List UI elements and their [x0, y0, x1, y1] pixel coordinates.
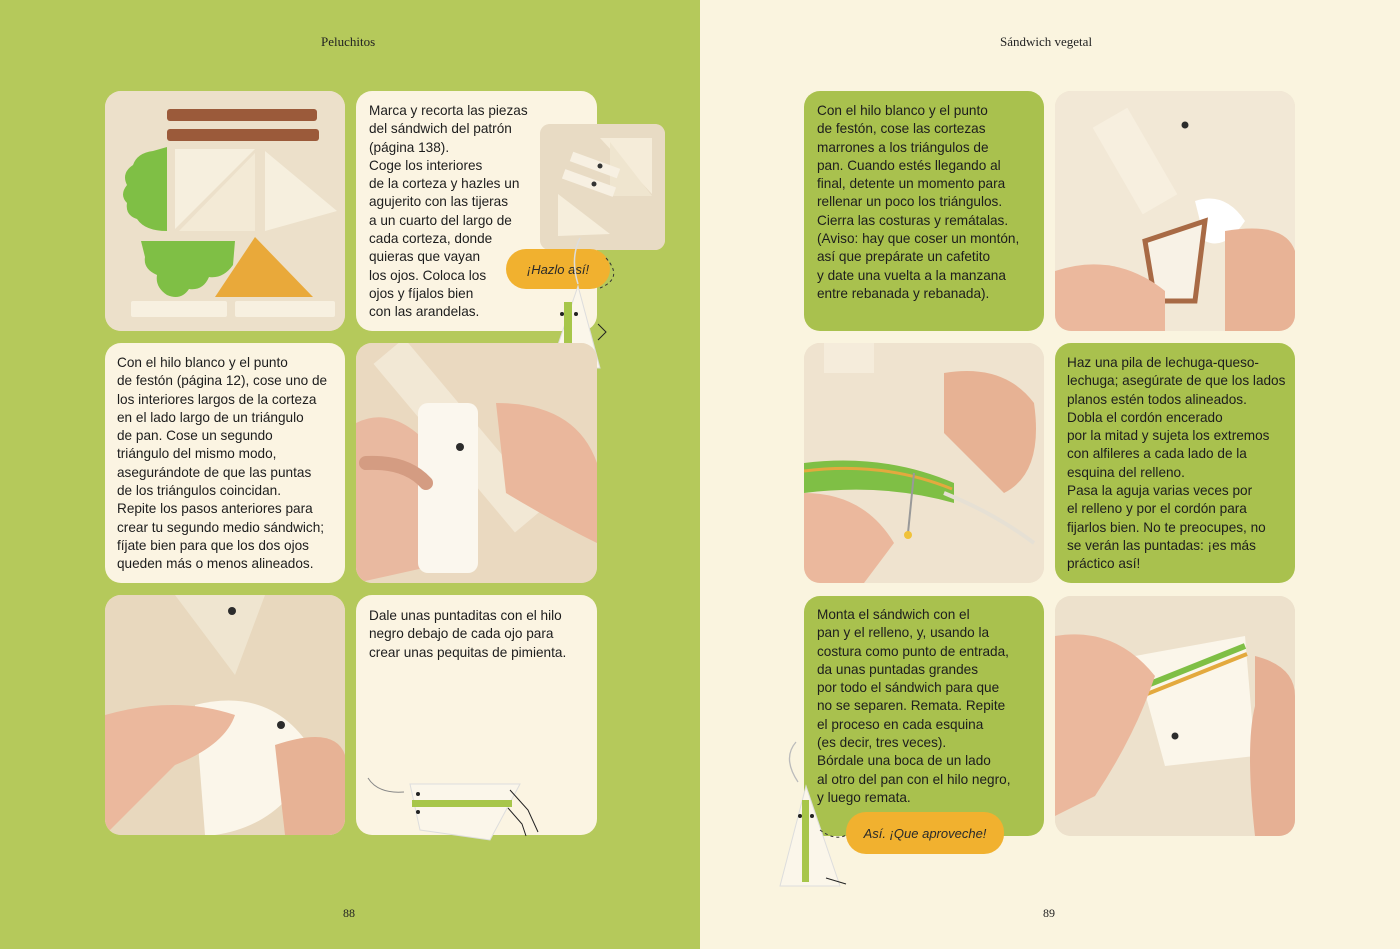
folio-left: 88 [343, 906, 355, 920]
photo-felt-pieces [105, 91, 345, 331]
felt-pieces-illustration [105, 91, 345, 331]
step-4-panel [804, 91, 1044, 331]
running-head-left: Peluchitos [321, 34, 376, 49]
step-5-text: Haz una pila de lechuga-queso- lechuga; asegúrate de que los lados planos estén todos alineados. Dobla el cordón encerado por la mitad y sujeta los extremos con alfileres a cada lado de la esquina del relleno. Pasa la aguja varias veces por el relleno y por el cordón para fijarlos bien. No te preocupes, no se verán las puntadas: ¡es más práctico así! [1067, 355, 1286, 572]
photo-sewing-corteza [356, 343, 597, 583]
step-2-text: Con el hilo blanco y el punto de festón (página 12), cose uno de los interiores largos de la corteza en el lado largo de un triángulo de pan. Cose un segundo triángulo del mismo modo, asegurándote de que las puntas de los triángulos coincidan. Repite los pasos anteriores para crear tu segundo medio sándwich; fíjate bien para que los dos ojos queden más o menos alineados. [117, 355, 328, 572]
photo-stuffing [1055, 91, 1295, 331]
pinning-hands-illustration [804, 343, 1044, 583]
asi-que-aproveche-text: Así. ¡Que aproveche! [863, 825, 987, 841]
step-1-text: Marca y recorta las piezas del sándwich del patrón (página 138). Coge los interiores de la corteza y hazles un agujerito con las tijeras a un cuarto del largo de cada corteza, donde quieras que vayan los ojos. Coloca los ojos y fíjalos bien con las arandelas. [369, 103, 528, 320]
folio-right: 89 [1043, 906, 1055, 920]
freckles-hands-illustration [105, 595, 345, 835]
step-5-panel [1055, 343, 1295, 583]
right-page [700, 0, 1400, 949]
stuffing-hands-illustration [1055, 91, 1295, 331]
assembled-sandwich-illustration [1055, 596, 1295, 836]
hazlo-asi-text: ¡Hazlo así! [526, 261, 590, 277]
photo-freckles [105, 595, 345, 835]
sewing-hands-illustration [356, 343, 597, 583]
photo-pinning-cord [804, 343, 1044, 583]
asi-que-aproveche-bubble [846, 812, 1004, 854]
step-4-text: Con el hilo blanco y el punto de festón, cose las cortezas marrones a los triángulos de pan. Cuando estés llegando al final, detente un momento para rellenar un poco los triángulos. Cierra las costuras y remátalas. (Aviso: hay que coser un montón, así que prepárate un cafetito y date una vuelta a la manzana entre rebanada y rebanada). [817, 103, 1020, 301]
step-6-text: Monta el sándwich con el pan y el relleno, y, usando la costura como punto de entrada, da unas puntadas grandes por todo el sándwich para que no se separen. Remata. Repite el proceso en cada esquina (es decir, tres veces). Bórdale una boca de un lado al otro del pan con el hilo negro, y luego remata. [817, 607, 1011, 805]
step-3-text: Dale unas puntaditas con el hilo negro debajo de cada ojo para crear unas pequitas de pimienta. [369, 608, 567, 660]
photo-assembled-sandwich [1055, 596, 1295, 836]
step-2-panel [105, 343, 345, 583]
running-head-right: Sándwich vegetal [1000, 34, 1093, 49]
sandwich-character-lying [360, 770, 550, 845]
